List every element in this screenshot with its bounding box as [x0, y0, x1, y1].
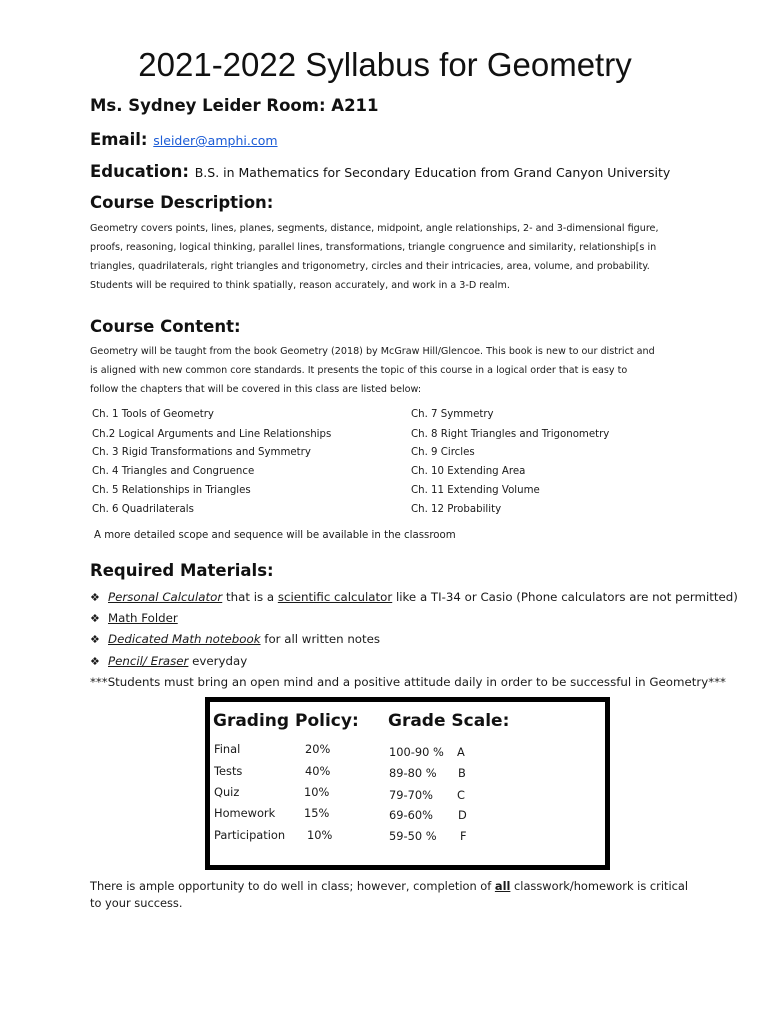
diamond-bullet-icon: ❖: [90, 591, 100, 604]
grading-weight: 10%: [307, 828, 333, 842]
content-line: follow the chapters that will be covered in this class are listed below:: [90, 384, 422, 395]
grading-item: Participation: [214, 828, 286, 842]
diamond-bullet-icon: ❖: [90, 633, 100, 646]
education-line: [90, 162, 670, 181]
email-line: [90, 130, 278, 149]
closing-statement: There is ample opportunity to do well in class; however, completion of all classwork/homework is critical to your success.: [90, 879, 689, 910]
grading-weight: 10%: [304, 785, 330, 799]
scale-range: 89-80 %: [389, 766, 437, 780]
scale-letter: B: [458, 766, 466, 780]
description-line: Geometry covers points, lines, planes, segments, distance, midpoint, angle relationships, 2- and 3-dimensional figure,: [90, 223, 659, 234]
chapter-item: Ch. 12 Probability: [411, 504, 502, 515]
grading-box: [205, 697, 610, 870]
material-item: ❖ Dedicated Math notebook for all written notes: [90, 632, 381, 646]
course-description-heading: Course Description:: [90, 193, 274, 212]
scale-range: 100-90 %: [389, 745, 444, 759]
chapter-item: Ch. 9 Circles: [411, 447, 475, 458]
content-line: Geometry will be taught from the book Geometry (2018) by McGraw Hill/Glencoe. This book is new to our district and: [90, 346, 655, 357]
scale-letter: A: [457, 745, 465, 759]
chapter-item: Ch.2 Logical Arguments and Line Relationships: [92, 429, 332, 440]
grading-item: Final: [214, 742, 241, 756]
scale-letter: C: [457, 788, 465, 802]
grading-item: Quiz: [214, 785, 240, 799]
emphasis-all: all: [494, 879, 511, 893]
scope-note: A more detailed scope and sequence will be available in the classroom: [94, 530, 456, 541]
chapter-item: Ch. 4 Triangles and Congruence: [92, 466, 255, 477]
diamond-bullet-icon: ❖: [90, 612, 100, 625]
chapter-item: Ch. 7 Symmetry: [411, 409, 494, 420]
chapter-item: Ch. 6 Quadrilaterals: [92, 504, 194, 515]
chapter-item: Ch. 8 Right Triangles and Trigonometry: [411, 429, 610, 440]
materials-note: ***Students must bring an open mind and a positive attitude daily in order to be successful in Geometry***: [90, 675, 726, 689]
education-label: Education:: [90, 162, 189, 181]
email-link[interactable]: sleider@amphi.com: [153, 133, 278, 148]
education-value: B.S. in Mathematics for Secondary Education from Grand Canyon University: [194, 165, 671, 180]
grading-item: Tests: [214, 764, 243, 778]
chapter-item: Ch. 1 Tools of Geometry: [92, 409, 214, 420]
email-label: Email:: [90, 130, 148, 149]
grade-scale-heading: Grade Scale:: [388, 711, 510, 731]
description-line: Students will be required to think spatially, reason accurately, and work in a 3-D realm.: [90, 280, 510, 291]
scale-letter: D: [458, 808, 467, 822]
description-line: triangles, quadrilaterals, right triangles and trigonometry, circles and their intricacies, area, volume, and probability.: [90, 261, 650, 272]
required-materials-heading: Required Materials:: [90, 561, 274, 580]
grading-policy-heading: Grading Policy:: [213, 711, 359, 731]
scale-range: 69-60%: [389, 808, 433, 822]
grading-weight: 20%: [305, 742, 331, 756]
course-content-text: [90, 342, 700, 399]
diamond-bullet-icon: ❖: [90, 655, 100, 668]
material-item: ❖ Pencil/ Eraser everyday: [90, 654, 248, 668]
chapter-item: Ch. 3 Rigid Transformations and Symmetry: [92, 447, 311, 458]
scale-letter: F: [460, 829, 467, 843]
chapter-item: Ch. 10 Extending Area: [411, 466, 526, 477]
page-title: 2021-2022 Syllabus for Geometry: [138, 46, 632, 83]
description-line: proofs, reasoning, logical thinking, parallel lines, transformations, triangle congruence and similarity, relationship[s in: [90, 242, 657, 253]
course-description-text: [90, 219, 700, 295]
chapter-item: Ch. 11 Extending Volume: [411, 485, 540, 496]
course-content-heading: Course Content:: [90, 317, 241, 336]
scale-range: 59-50 %: [389, 829, 437, 843]
grading-weight: 40%: [305, 764, 331, 778]
chapter-item: Ch. 5 Relationships in Triangles: [92, 485, 251, 496]
content-line: is aligned with new common core standards. It presents the topic of this course in a logical order that is easy to: [90, 365, 628, 376]
teacher-name-room: Ms. Sydney Leider Room: A211: [90, 96, 379, 115]
grading-item: Homework: [214, 806, 276, 820]
grading-weight: 15%: [304, 806, 330, 820]
material-item: ❖ Math Folder: [90, 611, 178, 625]
scale-range: 79-70%: [389, 788, 433, 802]
material-item: ❖ Personal Calculator that is a scientific calculator like a TI-34 or Casio (Phone calculators are not permitted): [90, 590, 738, 604]
